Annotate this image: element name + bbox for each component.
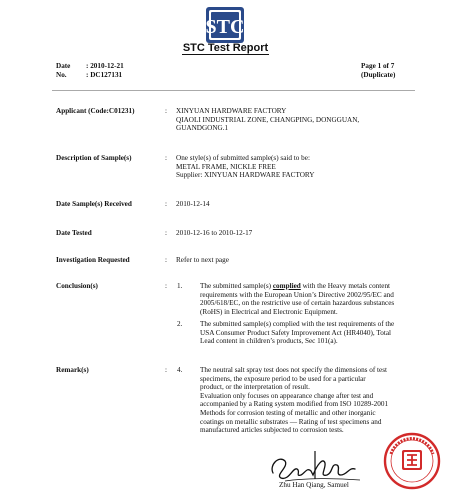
- description-value: One style(s) of submitted sample(s) said to be: METAL FRAME, NICKLE FREE Supplier: XINYUAN HARDWARE FACTORY: [176, 154, 315, 180]
- colon: :: [165, 154, 167, 162]
- tested-label: Date Tested: [56, 229, 92, 237]
- investigation-label: Investigation Requested: [56, 256, 130, 264]
- received-value: 2010-12-14: [176, 200, 210, 208]
- investigation-value: Refer to next page: [176, 256, 229, 264]
- tested-value: 2010-12-16 to 2010-12-17: [176, 229, 253, 237]
- colon: :: [165, 366, 167, 374]
- logo-text: STC: [205, 16, 245, 38]
- colon: :: [165, 107, 167, 115]
- date-label: Date: [56, 62, 71, 70]
- colon: :: [165, 200, 167, 208]
- conclusion-label: Conclusion(s): [56, 282, 98, 290]
- conclusion-item-1-number: 1.: [177, 282, 183, 290]
- remarks-label: Remark(s): [56, 366, 89, 374]
- divider: [52, 90, 415, 91]
- applicant-value: XINYUAN HARDWARE FACTORY QIAOLI INDUSTRIAL ZONE, CHANGPING, DONGGUAN, GUANDGONG.1: [176, 107, 360, 133]
- page-count: Page 1 of 7: [361, 62, 395, 70]
- stc-logo-icon: [200, 6, 250, 44]
- number-value: : DC127131: [86, 71, 123, 79]
- applicant-label: Applicant (Code:C01231): [56, 107, 135, 115]
- colon: :: [165, 282, 167, 290]
- number-label: No.: [56, 71, 67, 79]
- remarks-item-number: 4.: [177, 366, 183, 374]
- company-seal-icon: [383, 432, 441, 490]
- page-title: STC Test Report: [182, 42, 269, 54]
- colon: :: [165, 229, 167, 237]
- handwritten-signature-icon: [265, 445, 365, 485]
- received-label: Date Sample(s) Received: [56, 200, 132, 208]
- remarks-text: The neutral salt spray test does not specify the dimensions of test specimens, the exposure period to be used for a particular product, or the interpretation of result. Evaluation only focuses on appearance change after test and accompanied by a Rating system modified from ISO 10289-2001 Methods for corrosion testing of metallic and other inorganic coatings on metallic substrates — Rating of test specimens and manufactured articles subjected to corrosion tests.: [200, 366, 389, 435]
- duplicate-note: (Duplicate): [361, 71, 396, 79]
- date-value: : 2010-12-21: [86, 62, 124, 70]
- conclusion-item-2: The submitted sample(s) complied with the test requirements of the USA Consumer Product Safety Improvement Act (HR4040), Total Lead content in children’s products, Sec 101(a).: [200, 320, 395, 346]
- signatory-name: Zhu Han Qiang, Samuel: [279, 481, 349, 489]
- conclusion-item-1: The submitted sample(s) complied with the Heavy metals content requirements with the European Union’s Directive 2002/95/EC and 2005/618/EC, on the restrictive use of certain hazardous substances (RoHS) in Electrical and Electronic Equipment.: [200, 282, 395, 316]
- conclusion-item-2-number: 2.: [177, 320, 183, 328]
- colon: :: [165, 256, 167, 264]
- description-label: Description of Sample(s): [56, 154, 132, 162]
